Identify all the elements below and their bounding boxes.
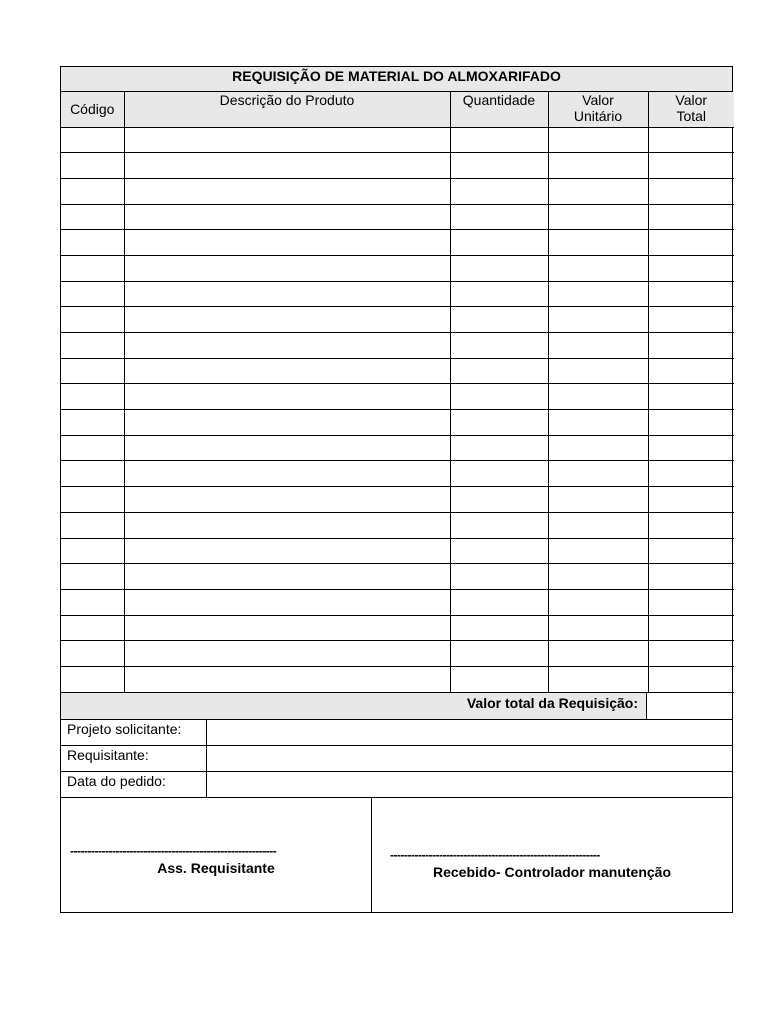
table-row xyxy=(61,666,734,692)
unit-value-cell[interactable] xyxy=(548,410,648,436)
description-cell[interactable] xyxy=(124,487,450,513)
description-cell[interactable] xyxy=(124,435,450,461)
requester-signature-area[interactable] xyxy=(61,798,372,912)
unit-value-cell[interactable] xyxy=(548,461,648,487)
code-cell[interactable] xyxy=(61,589,124,615)
quantity-cell[interactable] xyxy=(450,230,548,256)
description-cell[interactable] xyxy=(124,153,450,179)
requester-signature-line: ----------------------------------------------------------- xyxy=(70,843,277,858)
total-value-cell[interactable] xyxy=(648,358,734,384)
column-header-quantity: Quantidade xyxy=(450,92,548,127)
table-row xyxy=(61,615,734,641)
table-row xyxy=(61,410,734,436)
requester-signature-caption: Ass. Requisitante xyxy=(157,859,275,876)
table-row xyxy=(61,178,734,204)
unit-value-cell[interactable] xyxy=(548,615,648,641)
description-cell[interactable] xyxy=(124,461,450,487)
table-row xyxy=(61,589,734,615)
date-field[interactable] xyxy=(207,772,732,797)
description-cell[interactable] xyxy=(124,410,450,436)
description-cell[interactable] xyxy=(124,230,450,256)
unit-value-cell[interactable] xyxy=(548,255,648,281)
column-header-description: Descrição do Produto xyxy=(124,92,450,127)
description-cell[interactable] xyxy=(124,281,450,307)
signature-row xyxy=(61,798,732,912)
total-value-cell[interactable] xyxy=(648,281,734,307)
table-row xyxy=(61,333,734,359)
items-body xyxy=(61,127,734,692)
code-cell[interactable] xyxy=(61,153,124,179)
total-value-cell[interactable] xyxy=(648,538,734,564)
unit-value-cell[interactable] xyxy=(548,281,648,307)
project-field[interactable] xyxy=(207,720,732,745)
unit-value-cell[interactable] xyxy=(548,538,648,564)
unit-value-cell[interactable] xyxy=(548,487,648,513)
table-row xyxy=(61,307,734,333)
quantity-cell[interactable] xyxy=(450,487,548,513)
unit-value-cell[interactable] xyxy=(548,204,648,230)
unit-value-cell[interactable] xyxy=(548,153,648,179)
unit-value-cell[interactable] xyxy=(548,178,648,204)
code-cell[interactable] xyxy=(61,204,124,230)
code-cell[interactable] xyxy=(61,435,124,461)
quantity-cell[interactable] xyxy=(450,358,548,384)
unit-value-cell[interactable] xyxy=(548,307,648,333)
total-value-cell[interactable] xyxy=(648,615,734,641)
items-header-row xyxy=(61,92,734,127)
project-label: Projeto solicitante: xyxy=(61,720,207,745)
table-row xyxy=(61,127,734,153)
total-value-field[interactable] xyxy=(647,693,732,719)
description-cell[interactable] xyxy=(124,589,450,615)
total-value-cell[interactable] xyxy=(648,512,734,538)
code-cell[interactable] xyxy=(61,410,124,436)
quantity-cell[interactable] xyxy=(450,461,548,487)
total-value-cell[interactable] xyxy=(648,461,734,487)
code-cell[interactable] xyxy=(61,666,124,692)
code-cell[interactable] xyxy=(61,255,124,281)
total-value-cell[interactable] xyxy=(648,487,734,513)
description-cell[interactable] xyxy=(124,615,450,641)
quantity-cell[interactable] xyxy=(450,512,548,538)
code-cell[interactable] xyxy=(61,641,124,667)
column-header-code: Código xyxy=(61,92,124,127)
unit-value-cell[interactable] xyxy=(548,435,648,461)
total-value-cell[interactable] xyxy=(648,666,734,692)
description-cell[interactable] xyxy=(124,564,450,590)
table-row xyxy=(61,384,734,410)
total-row xyxy=(61,693,732,720)
requester-field[interactable] xyxy=(207,746,732,771)
total-value-cell[interactable] xyxy=(648,307,734,333)
total-value-cell[interactable] xyxy=(648,641,734,667)
quantity-cell[interactable] xyxy=(450,564,548,590)
table-row xyxy=(61,153,734,179)
table-row xyxy=(61,512,734,538)
total-value-cell[interactable] xyxy=(648,435,734,461)
unit-value-cell[interactable] xyxy=(548,589,648,615)
total-value-cell[interactable] xyxy=(648,410,734,436)
table-row xyxy=(61,641,734,667)
requester-row xyxy=(61,746,732,772)
quantity-cell[interactable] xyxy=(450,641,548,667)
table-row xyxy=(61,281,734,307)
column-header-total-value: Valor Total xyxy=(648,92,734,127)
quantity-cell[interactable] xyxy=(450,666,548,692)
code-cell[interactable] xyxy=(61,461,124,487)
quantity-cell[interactable] xyxy=(450,178,548,204)
quantity-cell[interactable] xyxy=(450,410,548,436)
quantity-cell[interactable] xyxy=(450,153,548,179)
code-cell[interactable] xyxy=(61,127,124,153)
table-row xyxy=(61,358,734,384)
unit-value-cell[interactable] xyxy=(548,641,648,667)
unit-value-cell[interactable] xyxy=(548,333,648,359)
description-cell[interactable] xyxy=(124,641,450,667)
table-row xyxy=(61,230,734,256)
quantity-cell[interactable] xyxy=(450,615,548,641)
description-cell[interactable] xyxy=(124,538,450,564)
unit-value-cell[interactable] xyxy=(548,512,648,538)
quantity-cell[interactable] xyxy=(450,435,548,461)
code-cell[interactable] xyxy=(61,281,124,307)
unit-value-cell[interactable] xyxy=(548,230,648,256)
receiver-signature-caption: Recebido- Controlador manutenção xyxy=(432,863,672,880)
table-row xyxy=(61,461,734,487)
quantity-cell[interactable] xyxy=(450,384,548,410)
total-label: Valor total da Requisição: xyxy=(61,693,647,719)
table-row xyxy=(61,435,734,461)
project-row xyxy=(61,720,732,746)
form-title: REQUISIÇÃO DE MATERIAL DO ALMOXARIFADO xyxy=(61,67,732,92)
unit-value-cell[interactable] xyxy=(548,358,648,384)
total-value-cell[interactable] xyxy=(648,384,734,410)
code-cell[interactable] xyxy=(61,358,124,384)
table-row xyxy=(61,564,734,590)
quantity-cell[interactable] xyxy=(450,538,548,564)
code-cell[interactable] xyxy=(61,487,124,513)
total-value-cell[interactable] xyxy=(648,255,734,281)
code-cell[interactable] xyxy=(61,230,124,256)
description-cell[interactable] xyxy=(124,127,450,153)
quantity-cell[interactable] xyxy=(450,127,548,153)
description-cell[interactable] xyxy=(124,307,450,333)
description-cell[interactable] xyxy=(124,204,450,230)
date-label: Data do pedido: xyxy=(61,772,207,797)
description-cell[interactable] xyxy=(124,178,450,204)
code-cell[interactable] xyxy=(61,538,124,564)
code-cell[interactable] xyxy=(61,178,124,204)
quantity-cell[interactable] xyxy=(450,333,548,359)
table-row xyxy=(61,487,734,513)
description-cell[interactable] xyxy=(124,333,450,359)
quantity-cell[interactable] xyxy=(450,255,548,281)
total-value-cell[interactable] xyxy=(648,564,734,590)
total-value-cell[interactable] xyxy=(648,333,734,359)
description-cell[interactable] xyxy=(124,384,450,410)
table-row xyxy=(61,204,734,230)
description-cell[interactable] xyxy=(124,666,450,692)
table-row xyxy=(61,538,734,564)
total-value-cell[interactable] xyxy=(648,153,734,179)
receiver-signature-area[interactable] xyxy=(372,798,732,912)
code-cell[interactable] xyxy=(61,333,124,359)
code-cell[interactable] xyxy=(61,512,124,538)
receiver-signature-line: ------------------------------------------------------------ xyxy=(390,847,600,862)
total-value-cell[interactable] xyxy=(648,127,734,153)
items-table xyxy=(61,92,734,693)
code-cell[interactable] xyxy=(61,615,124,641)
code-cell[interactable] xyxy=(61,307,124,333)
unit-value-cell[interactable] xyxy=(548,564,648,590)
table-row xyxy=(61,255,734,281)
date-row xyxy=(61,772,732,798)
unit-value-cell[interactable] xyxy=(548,384,648,410)
total-value-cell[interactable] xyxy=(648,178,734,204)
unit-value-cell[interactable] xyxy=(548,666,648,692)
code-cell[interactable] xyxy=(61,564,124,590)
description-cell[interactable] xyxy=(124,255,450,281)
quantity-cell[interactable] xyxy=(450,204,548,230)
total-value-cell[interactable] xyxy=(648,204,734,230)
total-value-cell[interactable] xyxy=(648,589,734,615)
total-value-cell[interactable] xyxy=(648,230,734,256)
column-header-unit-value: Valor Unitário xyxy=(548,92,648,127)
description-cell[interactable] xyxy=(124,512,450,538)
code-cell[interactable] xyxy=(61,384,124,410)
unit-value-cell[interactable] xyxy=(548,127,648,153)
description-cell[interactable] xyxy=(124,358,450,384)
requisition-form xyxy=(60,66,733,913)
quantity-cell[interactable] xyxy=(450,281,548,307)
quantity-cell[interactable] xyxy=(450,589,548,615)
quantity-cell[interactable] xyxy=(450,307,548,333)
requester-label: Requisitante: xyxy=(61,746,207,771)
